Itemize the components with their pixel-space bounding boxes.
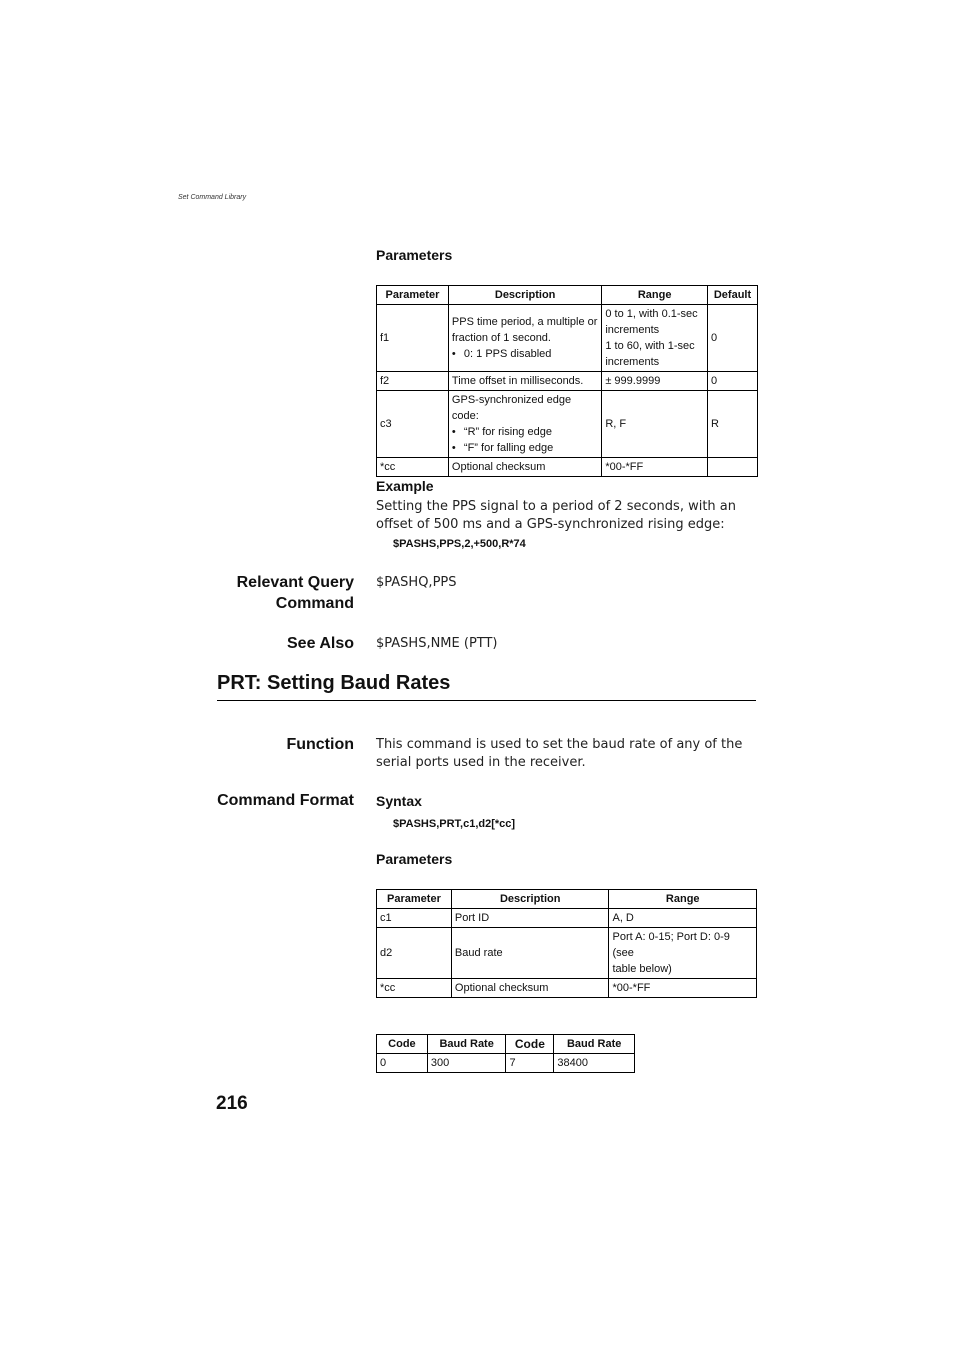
table-cell <box>448 305 601 372</box>
column-header: Default <box>708 286 758 305</box>
table-cell: Port ID <box>451 909 609 928</box>
column-header: Parameter <box>377 286 449 305</box>
table-cell: c1 <box>377 909 452 928</box>
table-cell <box>448 391 601 458</box>
table-cell <box>602 458 708 477</box>
example-heading: Example <box>376 478 434 494</box>
cell-line: table below) <box>612 963 672 975</box>
prt-parameters-heading: Parameters <box>376 851 453 867</box>
cell-line: A, D <box>612 912 634 924</box>
table-cell: f2 <box>377 372 449 391</box>
table-cell: *cc <box>377 979 452 998</box>
table-cell <box>448 372 601 391</box>
relevant-query-label: Relevant Query Command <box>236 574 354 612</box>
table-cell: 0 <box>708 305 758 372</box>
table-cell <box>602 372 708 391</box>
cell-line: GPS-synchronized edge code: <box>451 394 572 422</box>
table-cell: Optional checksum <box>451 979 609 998</box>
table-header-row <box>377 1035 635 1054</box>
table-row <box>377 979 757 998</box>
table-cell: f1 <box>377 305 449 372</box>
table-cell: 7 <box>506 1054 554 1073</box>
see-also-value: $PASHS,NME (PTT) <box>376 636 498 651</box>
cell-line: ± 999.9999 <box>605 375 661 387</box>
cell-line: Optional checksum <box>451 461 546 473</box>
function-label: Function <box>286 736 354 753</box>
see-also-label: See Also <box>287 635 354 652</box>
relevant-query-value: $PASHQ,PPS <box>376 575 457 590</box>
cell-line: 1 to 60, with 1-sec <box>605 340 695 352</box>
table-cell: 0 <box>377 1054 428 1073</box>
table-cell: Baud rate <box>451 928 609 979</box>
syntax-code: $PASHS,PRT,c1,d2[*cc] <box>393 818 516 830</box>
table-cell <box>448 458 601 477</box>
column-header: Code <box>377 1035 428 1054</box>
cell-line: *00-*FF <box>612 982 651 994</box>
column-header: Range <box>602 286 708 305</box>
table-cell: 300 <box>427 1054 506 1073</box>
column-header: Parameter <box>377 890 452 909</box>
running-head: Set Command Library <box>178 194 247 201</box>
table-cell <box>609 979 757 998</box>
column-header: Description <box>451 890 609 909</box>
cell-bullet: • “F” for falling edge <box>452 440 598 456</box>
table-row <box>377 458 758 477</box>
prt-parameters-table <box>376 889 757 998</box>
cell-line: increments <box>605 324 660 336</box>
table-cell: *cc <box>377 458 449 477</box>
table-header-row <box>377 890 757 909</box>
cell-bullet: • 0: 1 PPS disabled <box>452 346 598 362</box>
syntax-heading: Syntax <box>376 793 422 809</box>
table-cell <box>602 391 708 458</box>
cell-bullet-list <box>452 346 598 362</box>
table-row <box>377 372 758 391</box>
cell-line: increments <box>605 356 660 368</box>
column-header: Code <box>506 1035 554 1054</box>
table-cell: R <box>708 391 758 458</box>
command-format-label: Command Format <box>217 792 354 809</box>
table-cell <box>602 305 708 372</box>
pps-parameters-table <box>376 285 758 477</box>
cell-line: Port A: 0-15; Port D: 0-9 (see <box>612 931 730 959</box>
cell-line: 0 to 1, with 0.1-sec <box>605 308 698 320</box>
table-row <box>377 909 757 928</box>
table-cell <box>708 458 758 477</box>
example-text: Setting the PPS signal to a period of 2 seconds, with an offset of 500 ms and a GPS-synchronized rising edge: <box>376 499 737 532</box>
example-code: $PASHS,PPS,2,+500,R*74 <box>393 538 526 550</box>
page-number: 216 <box>216 1093 248 1114</box>
column-header: Baud Rate <box>554 1035 635 1054</box>
table-cell <box>609 928 757 979</box>
table-row <box>377 391 758 458</box>
section-title: PRT: Setting Baud Rates <box>217 672 451 694</box>
baud-rate-table <box>376 1034 635 1073</box>
section-rule <box>217 700 756 701</box>
table-cell <box>609 909 757 928</box>
column-header: Range <box>609 890 757 909</box>
table-header-row <box>377 286 758 305</box>
cell-bullet: • “R” for rising edge <box>452 424 598 440</box>
pps-parameters-heading: Parameters <box>376 247 453 263</box>
table-cell: 0 <box>708 372 758 391</box>
table-row <box>377 305 758 372</box>
cell-line: fraction of 1 second. <box>451 332 551 344</box>
table-row <box>377 928 757 979</box>
table-cell: c3 <box>377 391 449 458</box>
cell-line: *00-*FF <box>605 461 644 473</box>
function-text: This command is used to set the baud rate of any of the serial ports used in the receiver. <box>376 737 743 770</box>
column-header: Baud Rate <box>427 1035 506 1054</box>
table-cell: 38400 <box>554 1054 635 1073</box>
cell-line: R, F <box>605 418 627 430</box>
table-cell: d2 <box>377 928 452 979</box>
cell-line: PPS time period, a multiple or <box>451 316 598 328</box>
cell-line: Time offset in milliseconds. <box>451 375 584 387</box>
column-header: Description <box>448 286 601 305</box>
cell-bullet-list <box>452 424 598 456</box>
table-row <box>377 1054 635 1073</box>
